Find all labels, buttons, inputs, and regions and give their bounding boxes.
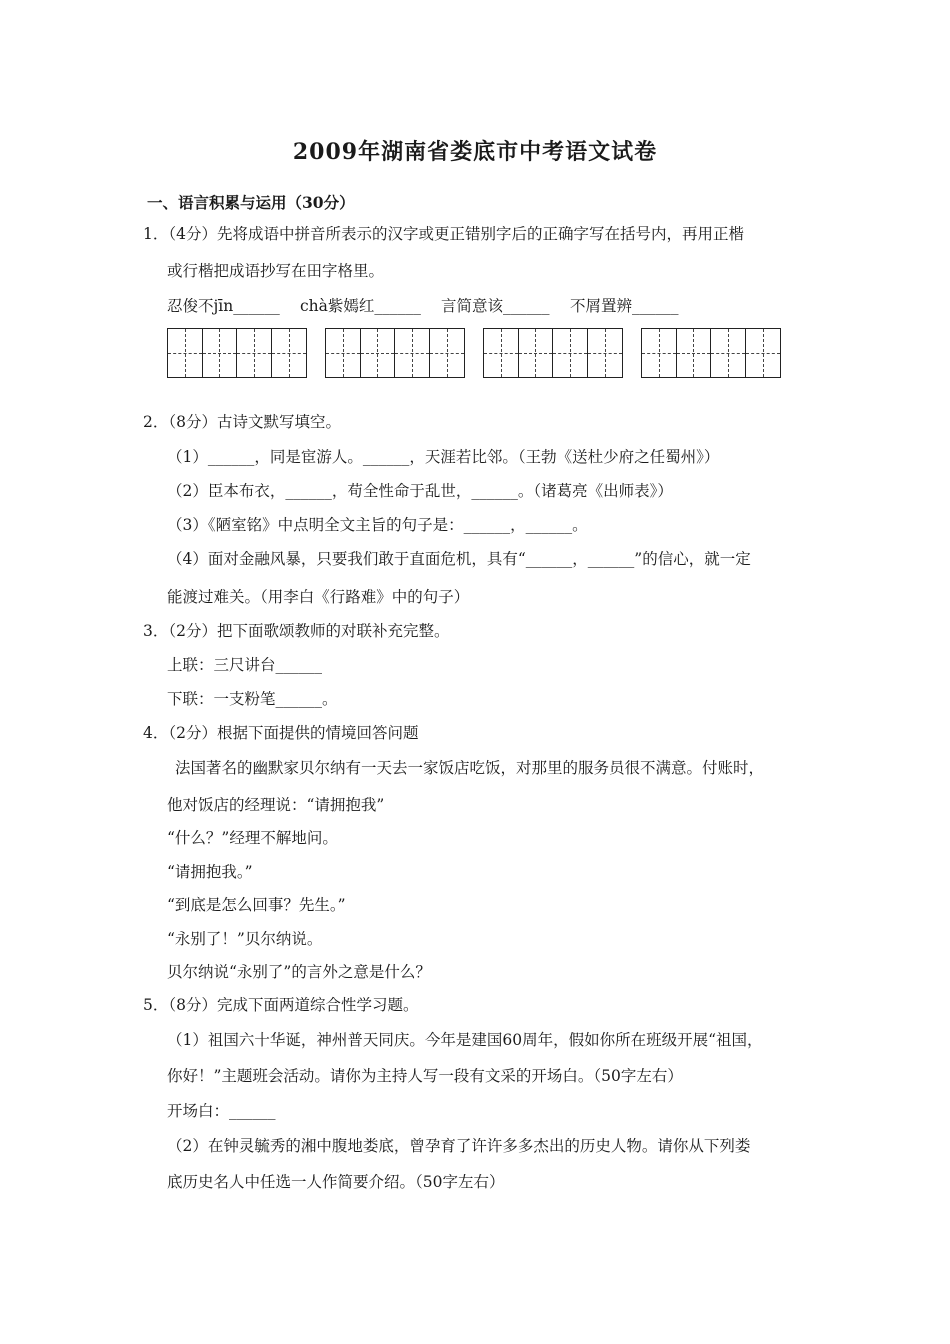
grid-cell[interactable] <box>237 329 272 377</box>
tianzige-grid-4[interactable] <box>641 328 781 378</box>
couplet-upper: 上联：三尺讲台______ <box>167 656 323 674</box>
grid-cell[interactable] <box>326 329 361 377</box>
grid-cell[interactable] <box>395 329 430 377</box>
story-line-2: 他对饭店的经理说：“请拥抱我” <box>167 796 385 814</box>
grid-cell[interactable] <box>168 329 203 377</box>
question-4-heading: 4．（2分）根据下面提供的情境回答问题 <box>143 724 419 742</box>
question-2-item-3: （3）《陋室铭》中点明全文主旨的句子是：______，______。 <box>167 516 588 534</box>
idiom-item-2: chà紫嫣红______ <box>300 297 421 315</box>
grid-cell[interactable] <box>272 329 307 377</box>
grid-cell[interactable] <box>519 329 554 377</box>
question-4-ask: 贝尔纳说“永别了”的言外之意是什么？ <box>167 963 431 981</box>
story-line-1: 法国著名的幽默家贝尔纳有一天去一家饭店吃饭，对那里的服务员很不满意。付账时， <box>175 759 765 777</box>
idiom-item-1: 忍俊不jīn______ <box>167 297 280 315</box>
dialogue-1: “什么？”经理不解地问。 <box>167 829 338 847</box>
tianzige-grid-2[interactable] <box>325 328 465 378</box>
tianzige-grids <box>167 328 787 380</box>
idiom-item-3: 言简意该______ <box>441 297 550 315</box>
grid-cell[interactable] <box>430 329 465 377</box>
grid-cell[interactable] <box>553 329 588 377</box>
question-2-heading: 2．（8分）古诗文默写填空。 <box>143 413 341 431</box>
question-5-part-1-line-1: （1）祖国六十华诞，神州普天同庆。今年是建国60周年，假如你所在班级开展“祖国， <box>167 1031 763 1049</box>
grid-cell[interactable] <box>203 329 238 377</box>
grid-cell[interactable] <box>588 329 623 377</box>
grid-cell[interactable] <box>642 329 677 377</box>
question-1-line-2: 或行楷把成语抄写在田字格里。 <box>167 262 385 280</box>
question-3-heading: 3．（2分）把下面歌颂教师的对联补充完整。 <box>143 622 450 640</box>
question-2-item-4a: （4）面对金融风暴，只要我们敢于直面危机，具有“______，______”的信心，就一定 <box>167 550 751 568</box>
question-1-line-1: 1．（4分）先将成语中拼音所表示的汉字或更正错别字后的正确字写在括号内，再用正楷 <box>143 225 744 243</box>
grid-cell[interactable] <box>677 329 712 377</box>
dialogue-4: “永别了！”贝尔纳说。 <box>167 930 323 948</box>
grid-cell[interactable] <box>746 329 781 377</box>
tianzige-grid-3[interactable] <box>483 328 623 378</box>
question-2-item-2: （2）臣本布衣，______，苟全性命于乱世，______。（诸葛亮《出师表》） <box>167 482 673 500</box>
grid-cell[interactable] <box>484 329 519 377</box>
question-5-part-1-line-2: 你好！”主题班会活动。请你为主持人写一段有文采的开场白。（50字左右） <box>167 1067 683 1085</box>
couplet-lower: 下联：一支粉笔______。 <box>167 690 338 708</box>
dialogue-3: “到底是怎么回事？先生。” <box>167 896 346 914</box>
grid-cell[interactable] <box>711 329 746 377</box>
opening-remarks-blank: 开场白：______ <box>167 1102 276 1120</box>
question-2-item-1: （1）______，同是宦游人。______，天涯若比邻。（王勃《送杜少府之任蜀州》） <box>167 448 720 466</box>
question-5-heading: 5．（8分）完成下面两道综合性学习题。 <box>143 996 419 1014</box>
section-heading: 一、语言积累与运用（30分） <box>147 193 355 212</box>
idiom-item-4: 不屑置辨______ <box>570 297 679 315</box>
page-title: 2009年湖南省娄底市中考语文试卷 <box>292 139 658 165</box>
question-2-item-4b: 能渡过难关。（用李白《行路难》中的句子） <box>167 588 470 606</box>
tianzige-grid-1[interactable] <box>167 328 307 378</box>
question-5-part-2-line-2: 底历史名人中任选一人作简要介绍。（50字左右） <box>167 1173 505 1191</box>
grid-cell[interactable] <box>361 329 396 377</box>
dialogue-2: “请拥抱我。” <box>167 863 253 881</box>
question-5-part-2-line-1: （2）在钟灵毓秀的湘中腹地娄底，曾孕育了许许多多杰出的历史人物。请你从下列娄 <box>167 1137 751 1155</box>
